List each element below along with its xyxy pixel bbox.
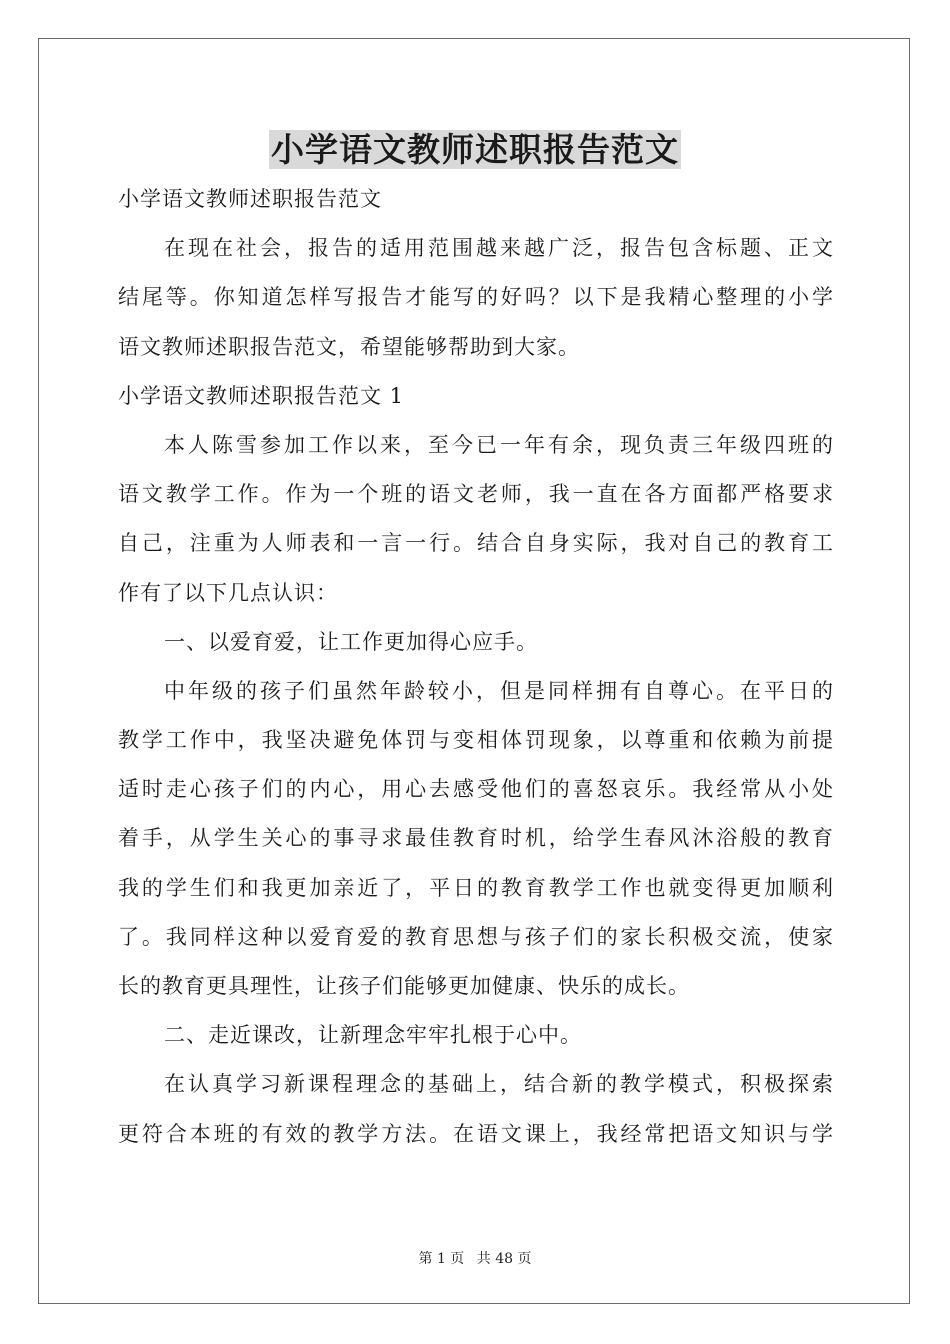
page-footer (0, 1248, 950, 1268)
body-line-6: 本人陈雪参加工作以来，至今已一年有余，现负责三年级四班的 (164, 432, 834, 457)
body-line-5: 小学语文教师述职报告范文 1 (118, 383, 405, 408)
body-line-11: 中年级的孩子们虽然年龄较小，但是同样拥有自尊心。在平日的 (164, 678, 834, 703)
body-line-20: 更符合本班的有效的教学方法。在语文课上，我经常把语文知识与学 (118, 1121, 834, 1146)
page-total: 共 48 页 (476, 1251, 532, 1267)
body-line-1: 小学语文教师述职报告范文 (118, 187, 382, 211)
body-line-12: 教学工作中，我坚决避免体罚与变相体罚现象，以尊重和依赖为前提 (118, 728, 834, 753)
body-line-10: 一、以爱育爱，让工作更加得心应手。 (164, 629, 538, 654)
body-line-4: 语文教师述职报告范文，希望能够帮助到大家。 (118, 334, 580, 359)
document-title-text: 小学语文教师述职报告范文 (271, 130, 679, 169)
document-title (0, 128, 950, 172)
body-line-15: 我的学生们和我更加亲近了，平日的教育教学工作也就变得更加顺利 (118, 875, 834, 900)
body-line-7: 语文教学工作。作为一个班的语文老师，我一直在各方面都严格要求 (118, 482, 834, 507)
document-body (118, 182, 834, 1166)
body-line-3: 结尾等。你知道怎样写报告才能写的好吗？以下是我精心整理的小学 (118, 285, 834, 310)
body-line-16: 了。我同样这种以爱育爱的教育思想与孩子们的家长积极交流，使家 (118, 924, 834, 949)
body-line-18: 二、走近课改，让新理念牢牢扎根于心中。 (164, 1023, 582, 1048)
body-line-2: 在现在社会，报告的适用范围越来越广泛，报告包含标题、正文 (164, 236, 834, 261)
body-line-14: 着手，从学生关心的事寻求最佳教育时机，给学生春风沐浴般的教育 (118, 826, 834, 851)
body-line-9: 作有了以下几点认识： (118, 580, 338, 605)
body-line-17: 长的教育更具理性，让孩子们能够更加健康、快乐的成长。 (118, 974, 690, 998)
body-line-8: 自己，注重为人师表和一言一行。结合自身实际，我对自己的教育工 (118, 531, 834, 556)
body-line-13: 适时走心孩子们的内心，用心去感受他们的喜怒哀乐。我经常从小处 (118, 777, 834, 802)
body-line-19: 在认真学习新课程理念的基础上，结合新的教学模式，积极探索 (164, 1072, 834, 1097)
page-number: 第 1 页 (418, 1251, 465, 1267)
